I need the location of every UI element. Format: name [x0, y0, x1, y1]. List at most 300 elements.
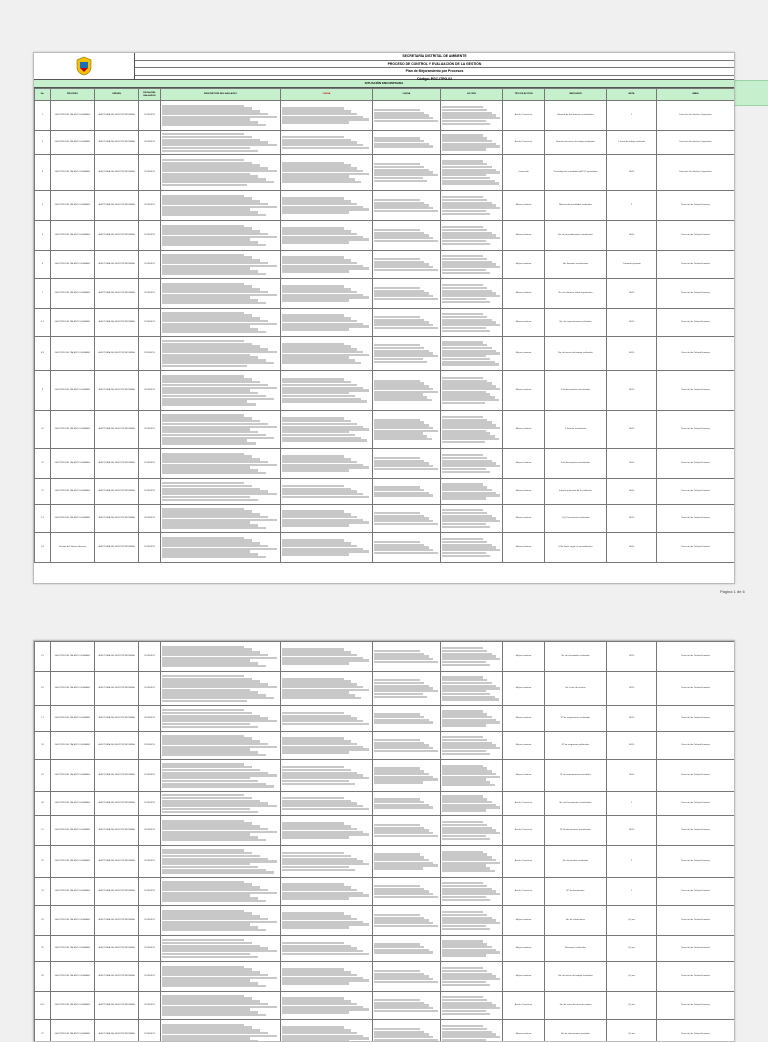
illegible-text [442, 160, 501, 185]
process-cell: GESTIÓN DEL TALENTO HUMANO [51, 642, 95, 672]
goal-cell: 1 [607, 878, 657, 906]
illegible-text [282, 455, 371, 471]
illegible-text [442, 967, 501, 986]
origin-cell: AUDITORÍA DE GESTIÓN INTERNA [95, 533, 139, 563]
description-cell [161, 101, 281, 131]
row-number: 18 [35, 732, 51, 760]
cause-cell [281, 642, 373, 672]
illegible-text [282, 378, 371, 403]
cause-cell [281, 936, 373, 962]
action-type-cell: Acción Correctiva [503, 792, 545, 816]
area-cell: Dirección de Talento Humano [657, 642, 735, 672]
action-cell [441, 221, 503, 251]
process-cell: GESTIÓN DEL TALENTO HUMANO [51, 906, 95, 936]
area-cell: Dirección de Talento Humano [657, 411, 735, 449]
cause-cell [281, 1020, 373, 1042]
action-cell [441, 191, 503, 221]
column-header: TIPO DE ACCIÓN [503, 89, 545, 101]
date-cell: 2019/09/11 [139, 411, 161, 449]
date-cell: 2019/09/11 [139, 279, 161, 309]
illegible-text [162, 414, 279, 444]
cause-cell [281, 706, 373, 732]
illegible-text [162, 375, 279, 405]
cause-detail-cell [373, 449, 441, 479]
illegible-text [282, 678, 371, 700]
action-type-cell: Acción Correctiva [503, 846, 545, 878]
cause-detail-cell [373, 962, 441, 992]
action-cell [441, 101, 503, 131]
indicator-cell: Informe y formato de la validación [545, 479, 607, 505]
action-type-cell: Mejora continua [503, 505, 545, 533]
area-cell: Dirección de Talento Humano [657, 371, 735, 411]
goal-cell: 100% [607, 337, 657, 371]
illegible-text [162, 195, 279, 217]
description-cell [161, 411, 281, 449]
goal-cell: 100% [607, 505, 657, 533]
description-cell [161, 131, 281, 155]
illegible-text [442, 882, 501, 901]
indicator-cell: No. formatos actualizados [545, 251, 607, 279]
origin-cell: AUDITORÍA DE GESTIÓN INTERNA [95, 337, 139, 371]
cause-cell [281, 279, 373, 309]
row-number: 2 [35, 131, 51, 155]
action-type-cell: Acción Correctiva [503, 101, 545, 131]
institution-logo [34, 53, 135, 79]
column-header: ORIGEN [95, 89, 139, 101]
area-cell: Dirección de Talento Humano [657, 992, 735, 1020]
origin-cell: AUDITORÍA DE GESTIÓN INTERNA [95, 101, 139, 131]
goal-cell: (1) uno [607, 992, 657, 1020]
indicator-cell: No. de documentos ajustados [545, 1020, 607, 1042]
cause-cell [281, 479, 373, 505]
area-cell: Dirección de Talento Humano [657, 816, 735, 846]
illegible-text [282, 197, 371, 213]
header-line-3: Plan de Mejoramiento por Procesos [135, 68, 734, 76]
column-header: No. [35, 89, 51, 101]
column-header: ÁREA [657, 89, 735, 101]
origin-cell: AUDITORÍA DE GESTIÓN INTERNA [95, 309, 139, 337]
process-cell: GESTIÓN DEL TALENTO HUMANO [51, 449, 95, 479]
description-cell [161, 279, 281, 309]
row-number: 5 [35, 221, 51, 251]
cause-cell [281, 878, 373, 906]
process-cell: GESTIÓN DEL TALENTO HUMANO [51, 251, 95, 279]
process-cell: GESTIÓN DEL TALENTO HUMANO [51, 878, 95, 906]
indicator-cell: Reuniones realizadas [545, 936, 607, 962]
illegible-text [162, 105, 279, 127]
cause-detail-cell [373, 505, 441, 533]
date-cell: 2019/09/11 [139, 878, 161, 906]
goal-cell: 1 [607, 792, 657, 816]
action-type-cell: Mejora continua [503, 962, 545, 992]
cause-detail-cell [373, 732, 441, 760]
indicator-cell: 6 No Hostil según el procedimiento [545, 533, 607, 563]
illegible-text [282, 285, 371, 301]
area-cell: Dirección de Talento Humano [657, 1020, 735, 1042]
illegible-text [282, 539, 371, 555]
cause-detail-cell [373, 878, 441, 906]
illegible-text [282, 107, 371, 123]
description-cell [161, 371, 281, 411]
action-type-cell: Mejora continua [503, 191, 545, 221]
illegible-text [162, 849, 279, 874]
row-number: 16 [35, 672, 51, 706]
description-cell [161, 878, 281, 906]
illegible-text [442, 226, 501, 245]
action-cell [441, 131, 503, 155]
date-cell: 2019/09/11 [139, 505, 161, 533]
illegible-text [282, 256, 371, 272]
row-number: 25 [35, 936, 51, 962]
column-header: META [607, 89, 657, 101]
illegible-text [162, 675, 279, 702]
action-cell [441, 505, 503, 533]
illegible-text [162, 794, 279, 813]
area-cell: Dirección de Talento Humano [657, 846, 735, 878]
cause-cell [281, 732, 373, 760]
action-cell [441, 642, 503, 672]
area-cell: Dirección de Talento Humano [657, 533, 735, 563]
code-line: Código: PGC-ITPG-02 [135, 76, 734, 83]
description-cell [161, 732, 281, 760]
cause-cell [281, 251, 373, 279]
illegible-text [162, 763, 279, 788]
table-row [35, 505, 735, 533]
description-cell [161, 337, 281, 371]
indicator-cell: No. actas de reunión [545, 672, 607, 706]
row-number: 9 [35, 371, 51, 411]
illegible-text [162, 820, 279, 842]
date-cell: 2019/09/11 [139, 221, 161, 251]
illegible-text [162, 1024, 279, 1042]
date-cell: 2019/09/11 [139, 371, 161, 411]
action-type-cell: Mejora continua [503, 449, 545, 479]
illegible-text [442, 196, 501, 215]
area-cell: Dirección de Talento Humano [657, 936, 735, 962]
row-number: 23 [35, 878, 51, 906]
area-cell: Dirección de Talento Humano [657, 505, 735, 533]
table-row [35, 155, 735, 191]
illegible-text [374, 163, 439, 182]
illegible-text [374, 109, 439, 123]
illegible-text [374, 541, 439, 555]
action-cell [441, 760, 503, 792]
date-cell: 2019/09/11 [139, 101, 161, 131]
cause-cell [281, 906, 373, 936]
cause-cell [281, 792, 373, 816]
illegible-text [282, 314, 371, 330]
cause-cell [281, 992, 373, 1020]
action-type-cell: Mejora continua [503, 533, 545, 563]
goal-cell: 100% [607, 411, 657, 449]
process-cell: GESTIÓN DEL TALENTO HUMANO [51, 131, 95, 155]
date-cell: 2019/09/11 [139, 846, 161, 878]
illegible-text [282, 343, 371, 365]
illegible-text [374, 137, 439, 148]
process-cell: GESTIÓN DEL TALENTO HUMANO [51, 1020, 95, 1042]
cause-cell [281, 411, 373, 449]
indicator-cell: Nº de seguimientos realizados [545, 706, 607, 732]
origin-cell: AUDITORÍA DE GESTIÓN INTERNA [95, 131, 139, 155]
table-row [35, 309, 735, 337]
illegible-text [442, 313, 501, 332]
area-cell: Dirección de Talento Humano [657, 962, 735, 992]
date-cell: 2019/09/11 [139, 337, 161, 371]
illegible-text [162, 537, 279, 559]
description-cell [161, 505, 281, 533]
illegible-text [442, 255, 501, 274]
goal-cell: (1) uno [607, 1020, 657, 1042]
goal-cell: 1 formato ajustado [607, 251, 657, 279]
action-type-cell: Mejora continua [503, 672, 545, 706]
action-cell [441, 962, 503, 992]
goal-cell: 100% [607, 309, 657, 337]
illegible-text [162, 312, 279, 334]
illegible-text [374, 943, 439, 954]
illegible-text [162, 881, 279, 903]
column-header: DESCRIPCIÓN DEL HALLAZGO [161, 89, 281, 101]
description-cell [161, 962, 281, 992]
illegible-text [374, 679, 439, 698]
description-cell [161, 792, 281, 816]
date-cell: 2019/09/11 [139, 191, 161, 221]
origin-cell: AUDITORÍA DE GESTIÓN INTERNA [95, 1020, 139, 1042]
origin-cell: AUDITORÍA DE GESTIÓN INTERNA [95, 846, 139, 878]
illegible-text [374, 229, 439, 243]
cause-detail-cell [373, 131, 441, 155]
action-type-cell: Acción Correctiva [503, 992, 545, 1020]
process-cell: GESTIÓN DEL TALENTO HUMANO [51, 792, 95, 816]
area-cell: Dirección de Talento Humano [657, 878, 735, 906]
illegible-text [282, 485, 371, 499]
table-row [35, 846, 735, 878]
action-type-cell: Mejora continua [503, 642, 545, 672]
table-row [35, 371, 735, 411]
illegible-text [162, 995, 279, 1017]
goal-cell: 100% [607, 279, 657, 309]
illegible-text [374, 798, 439, 809]
illegible-text [374, 999, 439, 1013]
action-type-cell: Mejora continua [503, 479, 545, 505]
action-cell [441, 992, 503, 1020]
column-header: CAUSA [373, 89, 441, 101]
description-cell [161, 533, 281, 563]
origin-cell: AUDITORÍA DE GESTIÓN INTERNA [95, 411, 139, 449]
date-cell: 2019/09/11 [139, 792, 161, 816]
action-cell [441, 309, 503, 337]
cause-cell [281, 505, 373, 533]
row-number: 8.2 [35, 337, 51, 371]
action-type-cell: Mejora continua [503, 279, 545, 309]
table-row [35, 449, 735, 479]
table-row [35, 962, 735, 992]
date-cell: 2019/09/11 [139, 642, 161, 672]
table-row [35, 936, 735, 962]
cause-cell [281, 533, 373, 563]
row-number: 14 [35, 533, 51, 563]
action-cell [441, 732, 503, 760]
indicator-cell: 1 (1) Documento actualizado [545, 505, 607, 533]
indicator-cell: Número de documentos actualizados [545, 101, 607, 131]
illegible-text [374, 380, 439, 402]
table-row [35, 191, 735, 221]
illegible-text [442, 416, 501, 443]
process-cell: GESTIÓN DEL TALENTO HUMANO [51, 309, 95, 337]
description-cell [161, 479, 281, 505]
illegible-text [374, 767, 439, 783]
illegible-text [442, 736, 501, 755]
illegible-text [442, 940, 501, 956]
process-cell: GESTIÓN DEL TALENTO HUMANO [51, 936, 95, 962]
process-cell: GESTIÓN DEL TALENTO HUMANO [51, 101, 95, 131]
origin-cell: AUDITORÍA DE GESTIÓN INTERNA [95, 191, 139, 221]
table-row [35, 251, 735, 279]
date-cell: 2019/09/11 [139, 732, 161, 760]
origin-cell: AUDITORÍA DE GESTIÓN INTERNA [95, 251, 139, 279]
indicator-cell: Nº de documentos actualizados [545, 816, 607, 846]
illegible-text [374, 486, 439, 497]
row-number: 11 [35, 449, 51, 479]
area-cell: Dirección de Gestión Corporativa [657, 131, 735, 155]
coat-of-arms-icon [75, 56, 93, 76]
cause-cell [281, 309, 373, 337]
area-cell: Dirección de Talento Humano [657, 672, 735, 706]
origin-cell: AUDITORÍA DE GESTIÓN INTERNA [95, 279, 139, 309]
cause-detail-cell [373, 479, 441, 505]
illegible-text [282, 766, 371, 785]
illegible-text [162, 340, 279, 367]
action-cell [441, 449, 503, 479]
date-cell: 2019/09/11 [139, 155, 161, 191]
action-cell [441, 371, 503, 411]
goal-cell: 100% [607, 221, 657, 251]
date-cell: 2019/09/11 [139, 992, 161, 1020]
illegible-text [442, 710, 501, 726]
action-cell [441, 816, 503, 846]
process-cell: GESTIÓN DEL TALENTO HUMANO [51, 191, 95, 221]
table-row [35, 279, 735, 309]
date-cell: 2019/09/11 [139, 309, 161, 337]
origin-cell: AUDITORÍA DE GESTIÓN INTERNA [95, 792, 139, 816]
goal-cell: 100% [607, 816, 657, 846]
illegible-text [442, 676, 501, 701]
illegible-text [374, 970, 439, 984]
area-cell: Dirección de Talento Humano [657, 221, 735, 251]
date-cell: 2019/09/11 [139, 760, 161, 792]
cause-cell [281, 816, 373, 846]
indicator-cell: Número de mesas de trabajo realizadas [545, 131, 607, 155]
illegible-text [282, 712, 371, 726]
illegible-text [162, 482, 279, 501]
table-row [35, 706, 735, 732]
description-cell [161, 251, 281, 279]
action-type-cell: Mejora continua [503, 1020, 545, 1042]
table-row [35, 672, 735, 706]
illegible-text [282, 822, 371, 838]
document-page-2 [33, 640, 735, 1042]
cause-cell [281, 337, 373, 371]
description-cell [161, 642, 281, 672]
cause-detail-cell [373, 371, 441, 411]
process-cell: GESTIÓN DEL TALENTO HUMANO [51, 505, 95, 533]
origin-cell: AUDITORÍA DE GESTIÓN INTERNA [95, 962, 139, 992]
goal-cell: 100% [607, 732, 657, 760]
row-number: 3 [35, 155, 51, 191]
action-type-cell: Mejora continua [503, 221, 545, 251]
row-number: 20 [35, 792, 51, 816]
area-cell: Dirección de Talento Humano [657, 792, 735, 816]
origin-cell: AUDITORÍA DE GESTIÓN INTERNA [95, 878, 139, 906]
illegible-text [282, 227, 371, 243]
illegible-text [162, 159, 279, 186]
illegible-text [442, 821, 501, 840]
table-row [35, 131, 735, 155]
illegible-text [282, 1026, 371, 1042]
action-cell [441, 479, 503, 505]
goal-cell: 100% [607, 533, 657, 563]
area-cell: Dirección de Talento Humano [657, 732, 735, 760]
row-number: 6 [35, 251, 51, 279]
process-cell: GESTIÓN DEL TALENTO HUMANO [51, 337, 95, 371]
date-cell: 2019/09/11 [139, 533, 161, 563]
indicator-cell: Número de actividades realizadas [545, 191, 607, 221]
illegible-text [162, 254, 279, 276]
indicator-cell: 2 formato actualizado [545, 411, 607, 449]
table-row [35, 337, 735, 371]
row-number: 7 [35, 279, 51, 309]
illegible-text [374, 344, 439, 363]
area-cell: Dirección de Talento Humano [657, 337, 735, 371]
action-type-cell: Acción Correctiva [503, 878, 545, 906]
goal-cell: 1 [607, 191, 657, 221]
description-cell [161, 309, 281, 337]
origin-cell: AUDITORÍA DE GESTIÓN INTERNA [95, 221, 139, 251]
cause-cell [281, 191, 373, 221]
improvement-plan-table-continued [34, 641, 735, 1042]
table-row [35, 792, 735, 816]
action-type-cell: Mejora continua [503, 371, 545, 411]
illegible-text [282, 648, 371, 664]
illegible-text [442, 1025, 501, 1042]
indicator-cell: Porcentaje de actividades del PIC ejecutadas [545, 155, 607, 191]
indicator-cell: No. de mesas de trabajo realizadas [545, 962, 607, 992]
goal-cell: 100% [607, 642, 657, 672]
date-cell: 2019/09/11 [139, 1020, 161, 1042]
illegible-text [374, 457, 439, 471]
illegible-text [442, 765, 501, 787]
process-cell: GESTIÓN DEL TALENTO HUMANO [51, 816, 95, 846]
row-number: 27 [35, 1020, 51, 1042]
row-number: 26.1 [35, 992, 51, 1020]
illegible-text [282, 417, 371, 442]
process-cell: GESTIÓN DEL TALENTO HUMANO [51, 371, 95, 411]
cause-detail-cell [373, 816, 441, 846]
date-cell: 2019/09/11 [139, 672, 161, 706]
process-cell: GESTIÓN DEL TALENTO HUMANO [51, 760, 95, 792]
illegible-text [162, 508, 279, 530]
cause-detail-cell [373, 101, 441, 131]
process-cell: GESTIÓN DEL TALENTO HUMANO [51, 155, 95, 191]
cause-cell [281, 101, 373, 131]
side-tab[interactable] [734, 80, 768, 106]
cause-detail-cell [373, 936, 441, 962]
description-cell [161, 449, 281, 479]
illegible-text [442, 911, 501, 930]
goal-cell: 100% [607, 449, 657, 479]
action-type-cell: Mejora continua [503, 411, 545, 449]
description-cell [161, 706, 281, 732]
indicator-cell: No. de pruebas realizadas [545, 846, 607, 878]
